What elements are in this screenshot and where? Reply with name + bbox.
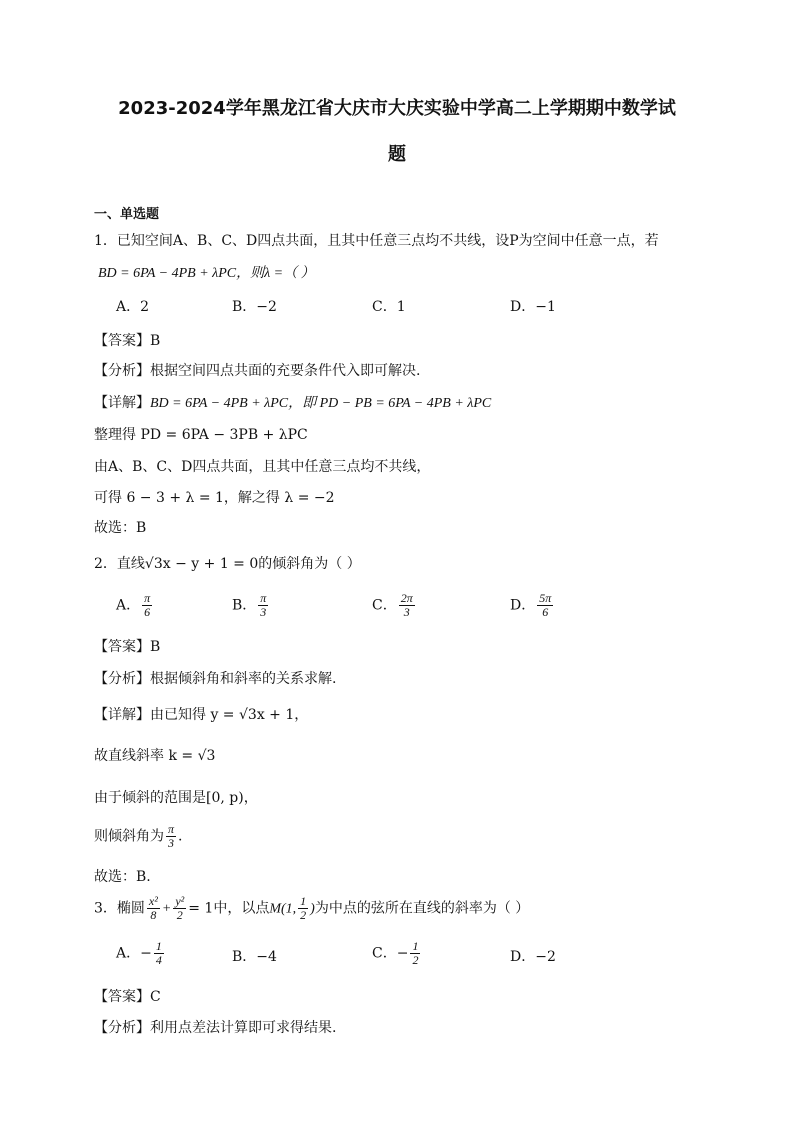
q2-line4-period: .	[178, 828, 183, 845]
q3-option-a-fraction	[154, 940, 164, 967]
q1-line2: 整理得 PD = 6PA − 3PB + λPC	[94, 427, 308, 443]
q3-point-fraction	[298, 895, 308, 922]
analysis-label: 【分析】	[94, 363, 150, 379]
q3-equals: = 1中，以点	[188, 900, 270, 917]
q3-answer-value: C	[150, 989, 161, 1005]
q1-option-c: C．1	[372, 299, 406, 315]
q2-option-b-label: B．	[232, 597, 257, 614]
fraction-denominator: 2	[412, 953, 419, 967]
fraction-denominator: 3	[168, 836, 174, 850]
q2-option-d	[510, 592, 555, 619]
fraction-denominator: 8	[150, 908, 157, 922]
q2-option-c-label: C．	[372, 597, 397, 614]
q1-analysis-text: 根据空间四点共面的充要条件代入即可解决.	[150, 363, 421, 379]
q3-text-post: 为中点的弦所在直线的斜率为（ ）	[314, 900, 530, 917]
fraction-numerator: y²	[175, 894, 185, 908]
fraction-numerator: π	[168, 822, 175, 836]
q1-option-d: D．−1	[510, 299, 556, 315]
q2-option-a	[116, 592, 154, 619]
q2-option-b-fraction	[258, 592, 268, 619]
fraction-denominator: 2	[176, 908, 183, 922]
fraction-numerator: 1	[300, 894, 307, 908]
q2-number: 2．	[94, 556, 117, 572]
q2-answer	[94, 636, 160, 656]
q1-number: 1．	[94, 233, 117, 249]
q2-detail-text: 由已知得 y = √3x + 1，	[150, 707, 309, 723]
page-title	[60, 86, 734, 178]
analysis-label: 【分析】	[94, 671, 150, 687]
fraction-denominator: 6	[144, 605, 151, 619]
q1-stem-line1	[94, 230, 659, 250]
q3-option-b: B．−4	[232, 949, 277, 965]
q3-analysis-text: 利用点差法计算即可求得结果.	[150, 1020, 337, 1036]
q3-option-c	[372, 940, 422, 967]
q2-analysis-text: 根据倾斜角和斜率的关系求解.	[150, 671, 337, 687]
detail-label: 【详解】	[94, 395, 150, 411]
q1-option-a: A．2	[116, 299, 150, 315]
q1-answer-value: B	[150, 333, 161, 349]
q1-line4: 可得 6 − 3 + λ = 1，解之得 λ = −2	[94, 490, 335, 506]
q1-option-b: B．−2	[232, 299, 277, 315]
q2-answer-value: B	[150, 639, 161, 655]
q2-analysis	[94, 668, 336, 688]
title-line-2: 题	[388, 144, 406, 165]
q2-line4-text: 则倾斜角为	[94, 828, 164, 845]
fraction-denominator: 3	[260, 605, 267, 619]
q2-stem	[94, 553, 361, 573]
fraction-denominator: 4	[155, 953, 162, 967]
fraction-numerator: x²	[148, 894, 158, 908]
fraction-numerator: π	[260, 591, 267, 605]
q3-analysis	[94, 1017, 336, 1037]
q3-fraction-y	[173, 895, 186, 922]
fraction-numerator: 2π	[400, 591, 413, 605]
fraction-denominator: 6	[542, 605, 549, 619]
q1-text-a: 已知空间A、B、C、D四点共面，且其中任意三点均不共线，设P为空间中任意一点，若	[116, 233, 659, 249]
q3-number: 3．	[94, 900, 117, 917]
q2-line4	[94, 823, 182, 850]
fraction-numerator: 1	[155, 939, 162, 953]
fraction-numerator: 1	[412, 939, 419, 953]
q2-line4-fraction	[166, 823, 176, 850]
q2-option-c-fraction	[399, 592, 415, 619]
answer-label: 【答案】	[94, 989, 150, 1005]
q2-line3: 由于倾斜的范围是[0, p)，	[94, 790, 258, 806]
q2-line2: 故直线斜率 k = √3	[94, 748, 216, 764]
q3-option-c-fraction	[410, 940, 420, 967]
q3-point-pre: M(1,	[269, 901, 297, 917]
q1-detail-text: BD = 6PA − 4PB + λPC，即 PD − PB = 6PA − 4PB + λPC	[150, 396, 492, 411]
q3-stem	[94, 895, 529, 922]
q3-point-post: )	[310, 901, 315, 917]
q3-plus: +	[161, 901, 172, 917]
q1-analysis	[94, 360, 420, 380]
q3-answer	[94, 986, 161, 1006]
q2-option-d-label: D．	[510, 597, 536, 614]
q3-option-c-label: C．−	[372, 945, 409, 962]
analysis-label: 【分析】	[94, 1020, 150, 1036]
fraction-numerator: 5π	[539, 591, 552, 605]
q1-stem-line2: BD = 6PA − 4PB + λPC，则λ =（ ）	[98, 266, 315, 281]
q3-text-pre: 椭圆	[116, 900, 145, 917]
q2-option-d-fraction	[537, 592, 553, 619]
q1-line3: 由A、B、C、D四点共面，且其中任意三点均不共线，	[94, 459, 431, 475]
q2-text: 直线√3x − y + 1 = 0的倾斜角为（ ）	[116, 556, 361, 572]
detail-label: 【详解】	[94, 707, 150, 723]
q3-option-d: D．−2	[510, 949, 556, 965]
fraction-denominator: 3	[403, 605, 410, 619]
q2-detail	[94, 704, 308, 724]
q1-detail	[94, 392, 491, 412]
q3-option-a	[116, 940, 166, 967]
q2-option-a-fraction	[142, 592, 152, 619]
q2-option-b	[232, 592, 270, 619]
title-line-1: 2023-2024学年黑龙江省大庆市大庆实验中学高二上学期期中数学试	[118, 98, 676, 119]
q2-line5: 故选：B.	[94, 869, 151, 885]
q2-option-a-label: A．	[116, 597, 141, 614]
answer-label: 【答案】	[94, 639, 150, 655]
q2-option-c	[372, 592, 417, 619]
answer-label: 【答案】	[94, 333, 150, 349]
q1-line5: 故选：B	[94, 520, 147, 536]
section-heading: 一、单选题	[94, 207, 160, 222]
fraction-denominator: 2	[300, 908, 307, 922]
q3-option-a-label: A．−	[116, 945, 152, 962]
q1-answer	[94, 330, 160, 350]
q3-fraction-x	[147, 895, 160, 922]
fraction-numerator: π	[144, 591, 151, 605]
